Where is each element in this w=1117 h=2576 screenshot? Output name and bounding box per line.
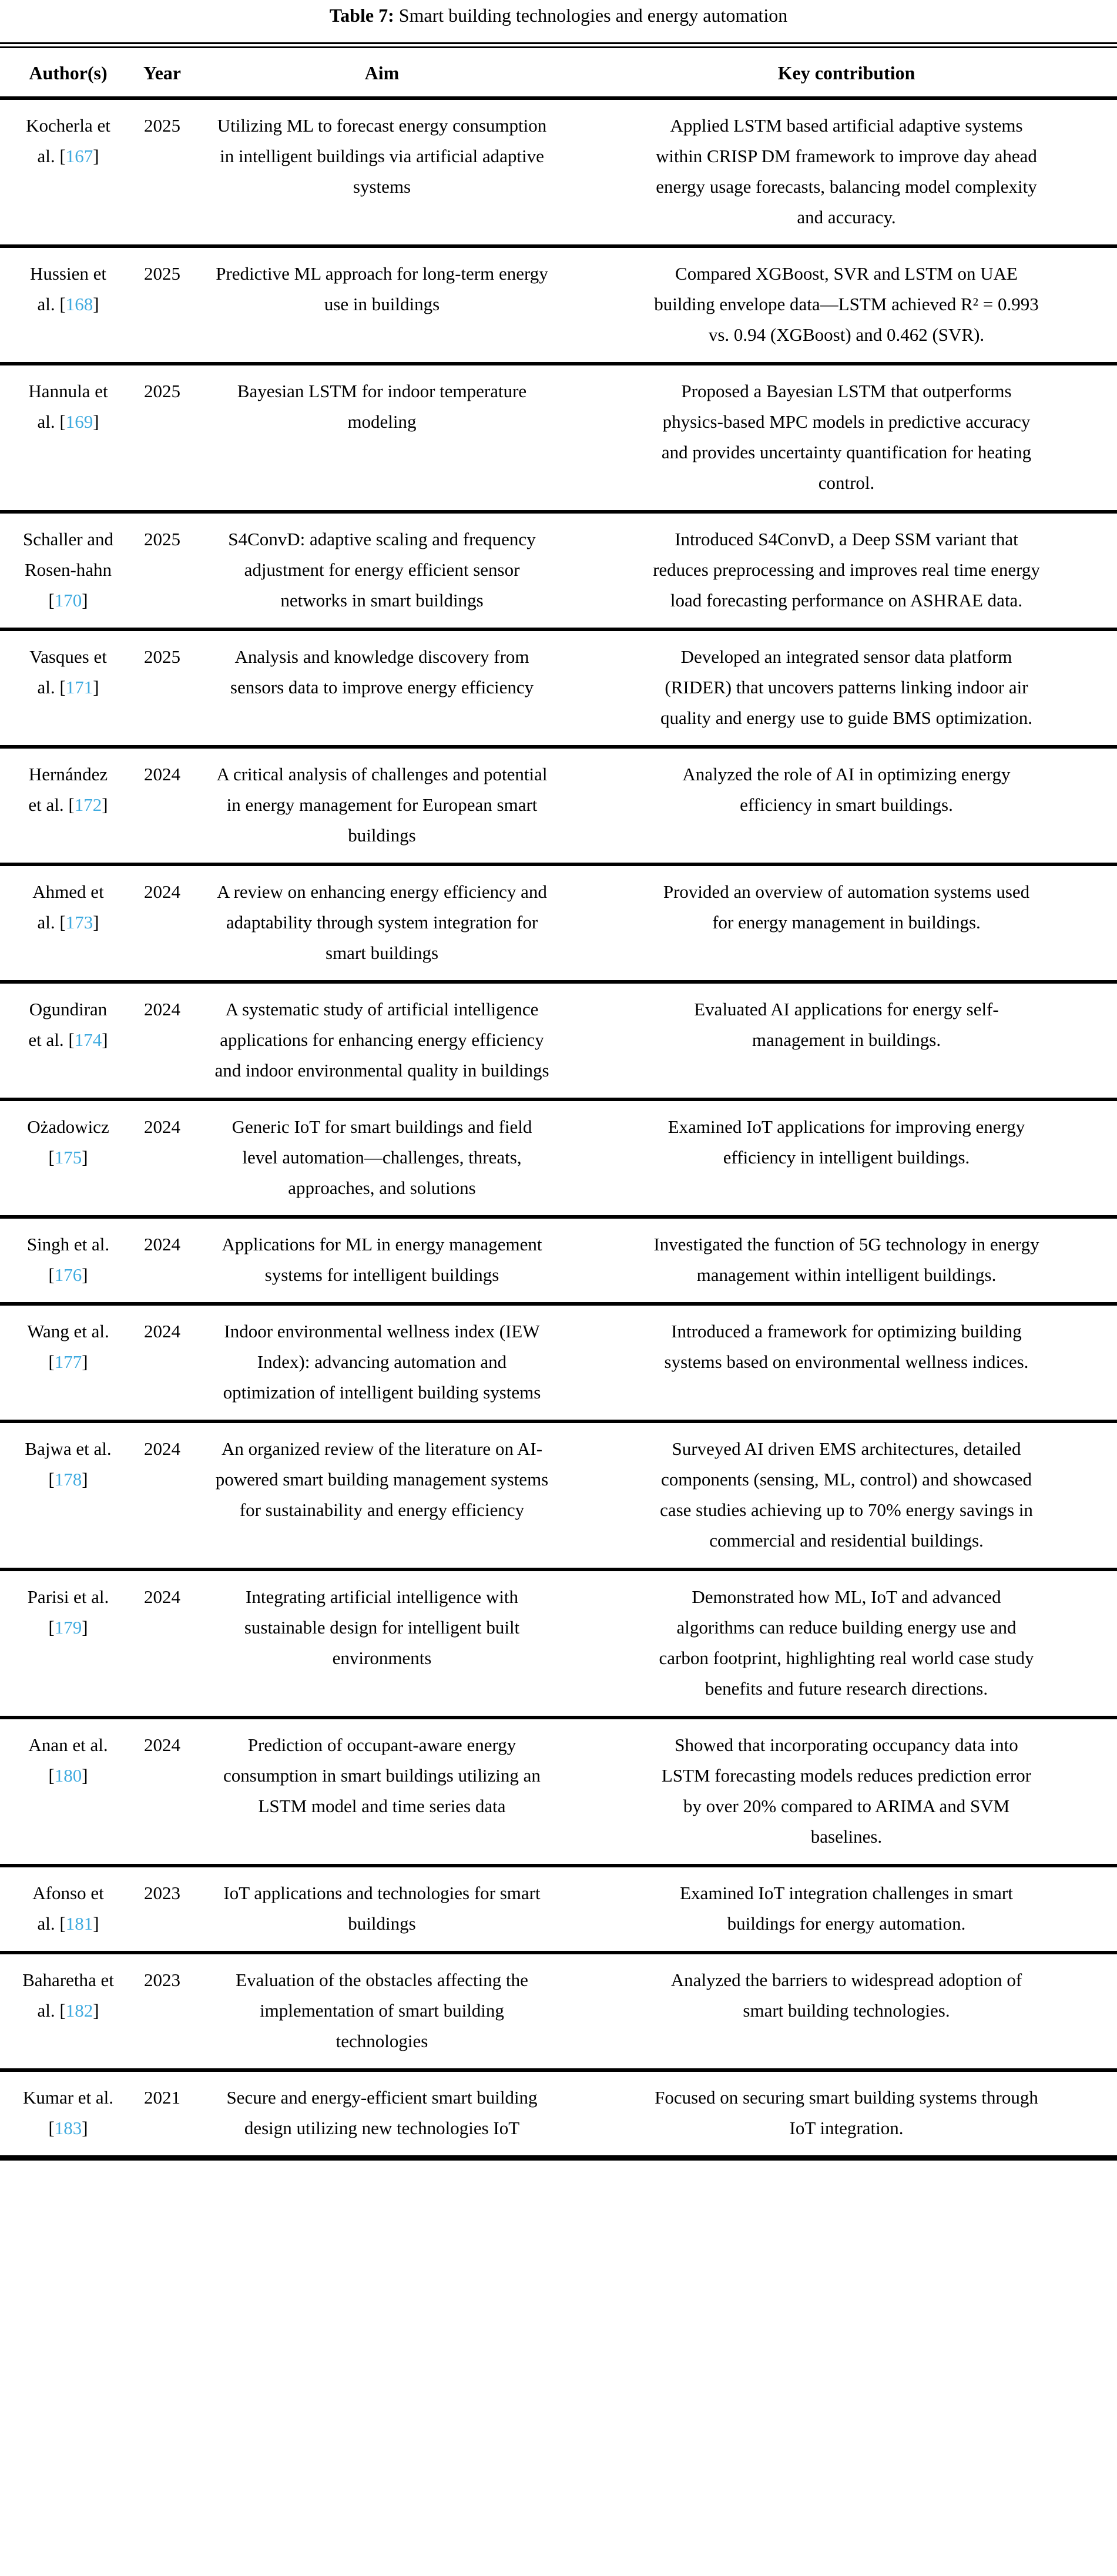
year-cell: 2025 [136, 246, 188, 364]
citation-link[interactable]: 181 [65, 1913, 93, 1934]
column-header-authors: Author(s) [0, 45, 136, 98]
citation-link[interactable]: 172 [74, 794, 102, 815]
author-cell [0, 1866, 136, 1953]
table-row [0, 1304, 1117, 1421]
aim-cell: Integrating artificial intelligence with sustainable design for intelligent built environments [188, 1569, 576, 1718]
citation-link[interactable]: 177 [54, 1351, 82, 1372]
key-cell: Evaluated AI applications for energy self-management in buildings. [576, 982, 1117, 1099]
author-cell [0, 1304, 136, 1421]
author-cell [0, 1718, 136, 1866]
table-row [0, 2070, 1117, 2158]
citation-link[interactable]: 175 [54, 1147, 82, 1168]
citation-link[interactable]: 176 [54, 1264, 82, 1285]
key-cell: Analyzed the role of AI in optimizing energy efficiency in smart buildings. [576, 747, 1117, 864]
author-cell [0, 864, 136, 982]
author-cell [0, 629, 136, 747]
year-cell: 2024 [136, 1569, 188, 1718]
table-caption-text: Smart building technologies and energy automation [398, 5, 788, 26]
year-cell: 2024 [136, 864, 188, 982]
table-row [0, 1953, 1117, 2070]
table-row [0, 246, 1117, 364]
year-cell: 2025 [136, 364, 188, 512]
key-cell: Applied LSTM based artificial adaptive systems within CRISP DM framework to improve day ahead energy usage forecasts, balancing model complexity and accuracy. [656, 115, 1037, 227]
year-cell: 2024 [136, 1099, 188, 1217]
literature-table [0, 42, 1117, 2161]
key-cell: Focused on securing smart building systems through IoT integration. [576, 2070, 1117, 2158]
aim-cell: Analysis and knowledge discovery from sensors data to improve energy efficiency [188, 629, 576, 747]
table-row [0, 629, 1117, 747]
key-cell: Introduced a framework for optimizing building systems based on environmental wellness indices. [576, 1304, 1117, 1421]
year-cell: 2025 [144, 115, 180, 136]
table-row [0, 512, 1117, 629]
aim-cell: A review on enhancing energy efficiency and adaptability through system integration for smart buildings [188, 864, 576, 982]
aim-cell: Bayesian LSTM for indoor temperature modeling [188, 364, 576, 512]
year-cell: 2024 [136, 1217, 188, 1304]
citation-link[interactable]: 171 [65, 677, 93, 697]
author-text: Ahmed et al. [173] [32, 881, 104, 933]
key-cell: Investigated the function of 5G technology in energy management within intelligent buildings. [576, 1217, 1117, 1304]
table-row [0, 1718, 1117, 1866]
key-cell: Compared XGBoost, SVR and LSTM on UAE building envelope data—LSTM achieved R² = 0.993 vs. 0.94 (XGBoost) and 0.462 (SVR). [576, 246, 1117, 364]
citation-link[interactable]: 178 [54, 1469, 82, 1490]
table-row [0, 1421, 1117, 1569]
author-cell [0, 98, 136, 246]
aim-cell: An organized review of the literature on AI-powered smart building management systems for sustainability and energy efficiency [188, 1421, 576, 1569]
author-text: Baharetha et al. [182] [22, 1970, 114, 2021]
author-cell [0, 982, 136, 1099]
key-cell: Provided an overview of automation systems used for energy management in buildings. [576, 864, 1117, 982]
year-cell: 2023 [136, 1953, 188, 2070]
author-text: Ożadowicz [175] [27, 1116, 109, 1168]
citation-link[interactable]: 170 [54, 590, 82, 611]
aim-cell: S4ConvD: adaptive scaling and frequency adjustment for energy efficient sensor networks in smart buildings [188, 512, 576, 629]
citation-link[interactable]: 180 [54, 1765, 82, 1786]
key-cell: Proposed a Bayesian LSTM that outperforms physics-based MPC models in predictive accuracy and provides uncertainty quantification for heating control. [576, 364, 1117, 512]
citation-link[interactable]: 179 [54, 1617, 82, 1638]
author-cell [0, 1569, 136, 1718]
citation-link[interactable]: 167 [65, 146, 93, 166]
citation-link[interactable]: 183 [54, 2118, 82, 2138]
aim-cell: Prediction of occupant-aware energy consumption in smart buildings utilizing an LSTM model and time series data [188, 1718, 576, 1866]
year-cell: 2023 [136, 1866, 188, 1953]
aim-cell: Indoor environmental wellness index (IEW Index): advancing automation and optimization of intelligent building systems [188, 1304, 576, 1421]
table-row [0, 1569, 1117, 1718]
author-text: Hussien et al. [168] [29, 263, 106, 314]
table-row [0, 364, 1117, 512]
year-cell: 2024 [136, 1718, 188, 1866]
year-cell: 2024 [136, 747, 188, 864]
author-cell [0, 246, 136, 364]
aim-cell: Utilizing ML to forecast energy consumption in intelligent buildings via artificial adaptive systems [217, 115, 547, 197]
key-cell: Examined IoT integration challenges in smart buildings for energy automation. [576, 1866, 1117, 1953]
key-cell: Analyzed the barriers to widespread adoption of smart building technologies. [576, 1953, 1117, 2070]
table-caption-label: Table 7: [329, 5, 394, 26]
author-cell [0, 1953, 136, 2070]
author-cell [0, 512, 136, 629]
author-cell [0, 364, 136, 512]
table-header [0, 45, 1117, 98]
key-cell: Developed an integrated sensor data platform (RIDER) that uncovers patterns linking indoor air quality and energy use to guide BMS optimization. [576, 629, 1117, 747]
table-row [0, 1217, 1117, 1304]
year-cell: 2024 [136, 1304, 188, 1421]
author-cell [0, 747, 136, 864]
key-cell: Demonstrated how ML, IoT and advanced algorithms can reduce building energy use and carbon footprint, highlighting real world case study benefits and future research directions. [576, 1569, 1117, 1718]
author-text: Hernández et al. [172] [28, 764, 108, 815]
author-text: Afonso et al. [181] [32, 1883, 104, 1934]
aim-cell: A critical analysis of challenges and potential in energy management for European smart buildings [188, 747, 576, 864]
header-row [0, 45, 1117, 98]
year-cell: 2024 [136, 1421, 188, 1569]
aim-cell: IoT applications and technologies for smart buildings [188, 1866, 576, 1953]
table-caption [0, 4, 1117, 27]
citation-link[interactable]: 174 [74, 1029, 102, 1050]
author-text: Vasques et al. [171] [29, 646, 107, 697]
table-row [0, 98, 1117, 246]
citation-link[interactable]: 169 [65, 411, 93, 432]
key-cell: Introduced S4ConvD, a Deep SSM variant that reduces preprocessing and improves real time energy load forecasting performance on ASHRAE data. [576, 512, 1117, 629]
author-text: Bajwa et al. [178] [25, 1438, 112, 1490]
author-text: Singh et al. [176] [26, 1234, 110, 1285]
key-cell: Surveyed AI driven EMS architectures, detailed components (sensing, ML, control) and showcased case studies achieving up to 70% energy savings in commercial and residential buildings. [576, 1421, 1117, 1569]
author-text: Parisi et al. [179] [27, 1586, 109, 1638]
author-cell [0, 1217, 136, 1304]
author-text: Wang et al. [177] [27, 1321, 109, 1372]
author-cell [0, 1421, 136, 1569]
author-text: Kocherla et al. [167] [26, 115, 110, 166]
year-cell: 2024 [136, 982, 188, 1099]
aim-cell: Evaluation of the obstacles affecting the implementation of smart building technologies [188, 1953, 576, 2070]
year-cell: 2025 [136, 512, 188, 629]
key-cell: Examined IoT applications for improving energy efficiency in intelligent buildings. [576, 1099, 1117, 1217]
column-header-aim: Aim [188, 45, 576, 98]
author-text: Ogundiran et al. [174] [28, 999, 108, 1050]
author-text: Kumar et al. [183] [22, 2087, 114, 2138]
table-row [0, 747, 1117, 864]
year-cell: 2025 [136, 629, 188, 747]
table-row [0, 1099, 1117, 1217]
author-text: Schaller and Rosen-hahn [170] [22, 529, 114, 611]
aim-cell: Applications for ML in energy management systems for intelligent buildings [188, 1217, 576, 1304]
aim-cell: A systematic study of artificial intelligence applications for enhancing energy efficiency and indoor environmental quality in buildings [188, 982, 576, 1099]
aim-cell: Predictive ML approach for long-term energy use in buildings [188, 246, 576, 364]
table-row [0, 982, 1117, 1099]
year-cell: 2021 [136, 2070, 188, 2158]
author-cell [0, 2070, 136, 2158]
column-header-year: Year [136, 45, 188, 98]
column-header-key-contribution: Key contribution [576, 45, 1117, 98]
aim-cell: Generic IoT for smart buildings and field level automation—challenges, threats, approaches, and solutions [188, 1099, 576, 1217]
author-text: Hannula et al. [169] [28, 381, 108, 432]
author-cell [0, 1099, 136, 1217]
table-body [0, 98, 1117, 2158]
author-text: Anan et al. [180] [28, 1735, 108, 1786]
table-row [0, 864, 1117, 982]
citation-link[interactable]: 173 [65, 912, 93, 933]
key-cell: Showed that incorporating occupancy data into LSTM forecasting models reduces prediction error by over 20% compared to ARIMA and SVM baselines. [576, 1718, 1117, 1866]
aim-cell: Secure and energy-efficient smart building design utilizing new technologies IoT [188, 2070, 576, 2158]
citation-link[interactable]: 182 [65, 2000, 93, 2021]
citation-link[interactable]: 168 [65, 294, 93, 314]
table-row [0, 1866, 1117, 1953]
